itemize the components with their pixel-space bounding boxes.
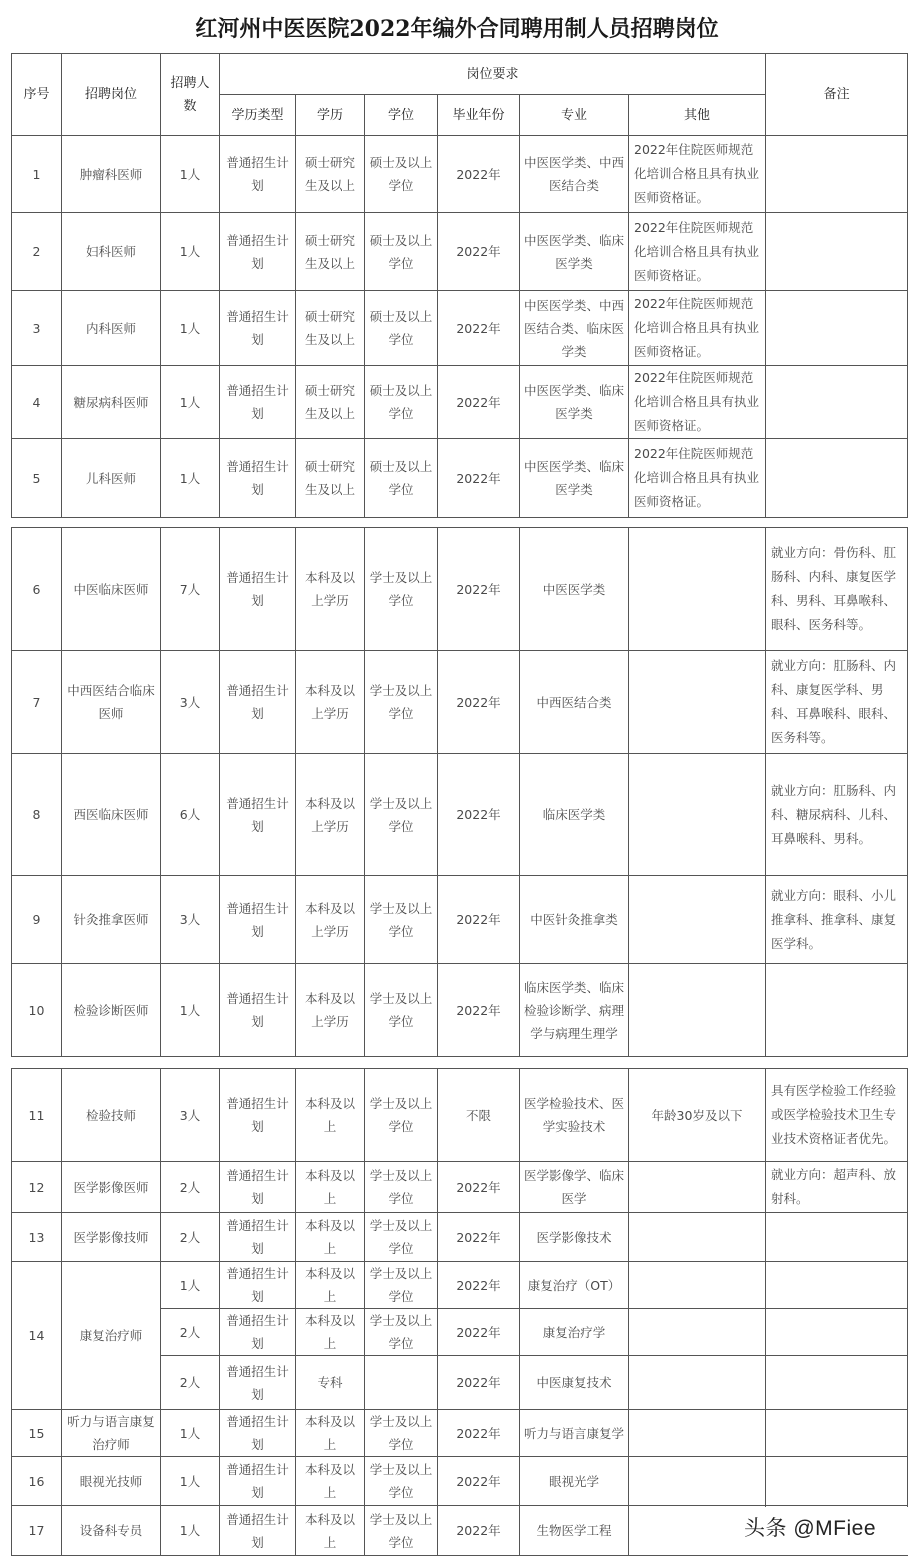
header-count: 招聘人数: [161, 54, 220, 136]
header-remark: 备注: [766, 54, 908, 136]
cell-major: 中医针灸推拿类: [520, 876, 629, 964]
cell-edu-type: 普通招生计划: [220, 1356, 296, 1410]
watermark-label: 头条 @MFiee: [738, 1512, 882, 1542]
cell-grad-year: 2022年: [438, 1162, 520, 1213]
cell-position: 医学影像医师: [62, 1162, 161, 1213]
cell-remark: 就业方向：超声科、放射科。: [766, 1162, 908, 1213]
cell-grad-year: 2022年: [438, 366, 520, 439]
cell-remark: [766, 1309, 908, 1356]
cell-position: 康复治疗师: [62, 1262, 161, 1410]
cell-seq: 16: [12, 1457, 62, 1506]
cell-other: [629, 1457, 766, 1506]
cell-remark: [766, 366, 908, 439]
cell-seq: 15: [12, 1410, 62, 1457]
header-other: 其他: [629, 95, 766, 136]
cell-degree: 学士及以上学位: [365, 1506, 438, 1556]
cell-degree: 硕士及以上学位: [365, 439, 438, 518]
cell-other: 年龄30岁及以下: [629, 1069, 766, 1162]
cell-position: 医学影像技师: [62, 1213, 161, 1262]
cell-degree: 学士及以上学位: [365, 1069, 438, 1162]
header-education: 学历: [296, 95, 365, 136]
cell-major: 康复治疗学: [520, 1309, 629, 1356]
cell-count: 1人: [161, 1457, 220, 1506]
cell-count: 1人: [161, 1262, 220, 1309]
table-row: [12, 528, 908, 651]
cell-edu-type: 普通招生计划: [220, 291, 296, 366]
cell-edu-type: 普通招生计划: [220, 528, 296, 651]
cell-grad-year: 2022年: [438, 754, 520, 876]
cell-edu-type: 普通招生计划: [220, 876, 296, 964]
cell-edu-type: 普通招生计划: [220, 439, 296, 518]
cell-degree: 学士及以上学位: [365, 1457, 438, 1506]
cell-major: 中医医学类、临床医学类: [520, 439, 629, 518]
cell-degree: 学士及以上学位: [365, 1309, 438, 1356]
cell-other: 2022年住院医师规范化培训合格且具有执业医师资格证。: [629, 213, 766, 291]
cell-position: 检验技师: [62, 1069, 161, 1162]
cell-grad-year: 2022年: [438, 964, 520, 1057]
cell-remark: 就业方向：肛肠科、内科、糖尿病科、儿科、耳鼻喉科、男科。: [766, 754, 908, 876]
recruitment-table-part-2: [11, 527, 908, 1057]
cell-major: 生物医学工程: [520, 1506, 629, 1556]
cell-remark: 具有医学检验工作经验或医学检验技术卫生专业技术资格证者优先。: [766, 1069, 908, 1162]
cell-grad-year: 2022年: [438, 1213, 520, 1262]
cell-edu-type: 普通招生计划: [220, 1069, 296, 1162]
cell-degree: [365, 1356, 438, 1410]
cell-other: 2022年住院医师规范化培训合格且具有执业医师资格证。: [629, 366, 766, 439]
cell-degree: 学士及以上学位: [365, 1410, 438, 1457]
cell-grad-year: 不限: [438, 1069, 520, 1162]
cell-position: 肿瘤科医师: [62, 136, 161, 213]
table-row: [12, 291, 908, 366]
cell-major: 中西医结合类: [520, 651, 629, 754]
cell-grad-year: 2022年: [438, 1356, 520, 1410]
cell-count: 1人: [161, 1506, 220, 1556]
cell-remark: [766, 1262, 908, 1309]
cell-remark: 就业方向：眼科、小儿推拿科、推拿科、康复医学科。: [766, 876, 908, 964]
cell-remark: 就业方向：肛肠科、内科、康复医学科、男科、耳鼻喉科、眼科、医务科等。: [766, 651, 908, 754]
cell-edu-type: 普通招生计划: [220, 1262, 296, 1309]
cell-major: 康复治疗（OT）: [520, 1262, 629, 1309]
cell-position: 针灸推拿医师: [62, 876, 161, 964]
cell-other: [629, 1162, 766, 1213]
document-title: 红河州中医医院2022年编外合同聘用制人员招聘岗位: [195, 16, 719, 42]
cell-count: 2人: [161, 1356, 220, 1410]
cell-remark: [766, 1457, 908, 1506]
table-row: [12, 1213, 908, 1262]
cell-degree: 学士及以上学位: [365, 754, 438, 876]
cell-position: 听力与语言康复治疗师: [62, 1410, 161, 1457]
cell-position: 眼视光技师: [62, 1457, 161, 1506]
cell-seq: 13: [12, 1213, 62, 1262]
cell-position: 糖尿病科医师: [62, 366, 161, 439]
cell-remark: [766, 439, 908, 518]
cell-grad-year: 2022年: [438, 136, 520, 213]
cell-grad-year: 2022年: [438, 1506, 520, 1556]
cell-count: 3人: [161, 651, 220, 754]
header-seq: 序号: [12, 54, 62, 136]
cell-other: [629, 1262, 766, 1309]
cell-education: 本科及以上: [296, 1069, 365, 1162]
cell-degree: 学士及以上学位: [365, 964, 438, 1057]
cell-seq: 5: [12, 439, 62, 518]
cell-other: [629, 528, 766, 651]
cell-degree: 学士及以上学位: [365, 1262, 438, 1309]
cell-seq: 8: [12, 754, 62, 876]
header-degree: 学位: [365, 95, 438, 136]
cell-major: 医学检验技术、医学实验技术: [520, 1069, 629, 1162]
cell-degree: 学士及以上学位: [365, 1213, 438, 1262]
cell-position: 西医临床医师: [62, 754, 161, 876]
cell-edu-type: 普通招生计划: [220, 1410, 296, 1457]
cell-degree: 硕士及以上学位: [365, 136, 438, 213]
cell-degree: 学士及以上学位: [365, 876, 438, 964]
cell-grad-year: 2022年: [438, 291, 520, 366]
cell-grad-year: 2022年: [438, 651, 520, 754]
cell-position: 设备科专员: [62, 1506, 161, 1556]
table-row: [12, 213, 908, 291]
cell-degree: 学士及以上学位: [365, 1162, 438, 1213]
cell-major: 中医医学类: [520, 528, 629, 651]
table-row: [12, 754, 908, 876]
cell-count: 1人: [161, 1410, 220, 1457]
cell-grad-year: 2022年: [438, 439, 520, 518]
cell-seq: 3: [12, 291, 62, 366]
cell-count: 2人: [161, 1309, 220, 1356]
cell-grad-year: 2022年: [438, 1262, 520, 1309]
cell-major: 眼视光学: [520, 1457, 629, 1506]
cell-edu-type: 普通招生计划: [220, 366, 296, 439]
table-row: [12, 1162, 908, 1213]
cell-major: 医学影像学、临床医学: [520, 1162, 629, 1213]
cell-count: 1人: [161, 291, 220, 366]
cell-position: 检验诊断医师: [62, 964, 161, 1057]
cell-edu-type: 普通招生计划: [220, 213, 296, 291]
cell-grad-year: 2022年: [438, 876, 520, 964]
cell-position: 中医临床医师: [62, 528, 161, 651]
cell-position: 内科医师: [62, 291, 161, 366]
cell-edu-type: 普通招生计划: [220, 1457, 296, 1506]
header-requirements: 岗位要求: [220, 54, 766, 95]
cell-seq: 1: [12, 136, 62, 213]
cell-major: 临床医学类、临床检验诊断学、病理学与病理生理学: [520, 964, 629, 1057]
cell-education: 专科: [296, 1356, 365, 1410]
cell-edu-type: 普通招生计划: [220, 754, 296, 876]
table-row: [12, 651, 908, 754]
cell-count: 2人: [161, 1162, 220, 1213]
cell-education: 硕士研究生及以上: [296, 366, 365, 439]
cell-remark: [766, 1410, 908, 1457]
cell-education: 本科及以上: [296, 1213, 365, 1262]
cell-remark: [766, 291, 908, 366]
cell-seq: 17: [12, 1506, 62, 1556]
header-edu-type: 学历类型: [220, 95, 296, 136]
table-row: [12, 876, 908, 964]
cell-other: [629, 754, 766, 876]
cell-seq: 6: [12, 528, 62, 651]
cell-grad-year: 2022年: [438, 213, 520, 291]
cell-count: 6人: [161, 754, 220, 876]
cell-major: 医学影像技术: [520, 1213, 629, 1262]
cell-other: 2022年住院医师规范化培训合格且具有执业医师资格证。: [629, 136, 766, 213]
table-row: [12, 136, 908, 213]
cell-position: 妇科医师: [62, 213, 161, 291]
cell-degree: 学士及以上学位: [365, 651, 438, 754]
cell-seq: 4: [12, 366, 62, 439]
cell-edu-type: 普通招生计划: [220, 1309, 296, 1356]
cell-edu-type: 普通招生计划: [220, 136, 296, 213]
cell-other: [629, 1309, 766, 1356]
header-grad-year: 毕业年份: [438, 95, 520, 136]
recruitment-table-part-1: [11, 53, 908, 518]
cell-remark: [766, 964, 908, 1057]
cell-degree: 学士及以上学位: [365, 528, 438, 651]
table-row: [12, 1069, 908, 1162]
header-major: 专业: [520, 95, 629, 136]
cell-other: [629, 651, 766, 754]
table-row: [12, 366, 908, 439]
cell-remark: 就业方向：骨伤科、肛肠科、内科、康复医学科、男科、耳鼻喉科、眼科、医务科等。: [766, 528, 908, 651]
cell-count: 7人: [161, 528, 220, 651]
cell-degree: 硕士及以上学位: [365, 291, 438, 366]
recruitment-table-part-3: [11, 1068, 908, 1556]
cell-education: 本科及以上: [296, 1262, 365, 1309]
cell-education: 本科及以上学历: [296, 754, 365, 876]
cell-remark: [766, 1356, 908, 1410]
cell-other: [629, 964, 766, 1057]
table-row: [12, 1410, 908, 1457]
cell-edu-type: 普通招生计划: [220, 1213, 296, 1262]
cell-position: 儿科医师: [62, 439, 161, 518]
header-position: 招聘岗位: [62, 54, 161, 136]
table-row: [12, 1457, 908, 1506]
cell-remark: [766, 136, 908, 213]
cell-other: [629, 1410, 766, 1457]
cell-edu-type: 普通招生计划: [220, 651, 296, 754]
cell-education: 本科及以上: [296, 1309, 365, 1356]
cell-edu-type: 普通招生计划: [220, 1162, 296, 1213]
cell-count: 1人: [161, 213, 220, 291]
cell-count: 1人: [161, 439, 220, 518]
cell-grad-year: 2022年: [438, 1309, 520, 1356]
cell-seq: 10: [12, 964, 62, 1057]
cell-seq: 14: [12, 1262, 62, 1410]
cell-education: 硕士研究生及以上: [296, 439, 365, 518]
table-row: [12, 439, 908, 518]
cell-education: 硕士研究生及以上: [296, 136, 365, 213]
cell-seq: 9: [12, 876, 62, 964]
cell-other: 2022年住院医师规范化培训合格且具有执业医师资格证。: [629, 439, 766, 518]
cell-seq: 2: [12, 213, 62, 291]
cell-seq: 11: [12, 1069, 62, 1162]
cell-seq: 7: [12, 651, 62, 754]
cell-education: 本科及以上: [296, 1506, 365, 1556]
cell-major: 中医医学类、中西医结合类、临床医学类: [520, 291, 629, 366]
table-row: [12, 964, 908, 1057]
cell-other: [629, 1356, 766, 1410]
cell-count: 1人: [161, 366, 220, 439]
cell-education: 硕士研究生及以上: [296, 291, 365, 366]
cell-other: [629, 1213, 766, 1262]
cell-count: 3人: [161, 876, 220, 964]
cell-edu-type: 普通招生计划: [220, 964, 296, 1057]
cell-education: 本科及以上: [296, 1457, 365, 1506]
cell-education: 本科及以上学历: [296, 528, 365, 651]
cell-position: 中西医结合临床医师: [62, 651, 161, 754]
cell-education: 本科及以上学历: [296, 964, 365, 1057]
cell-major: 中医医学类、临床医学类: [520, 213, 629, 291]
cell-education: 硕士研究生及以上: [296, 213, 365, 291]
cell-grad-year: 2022年: [438, 528, 520, 651]
cell-other: [629, 876, 766, 964]
table-row: [12, 1262, 908, 1309]
cell-major: 中医医学类、临床医学类: [520, 366, 629, 439]
cell-degree: 硕士及以上学位: [365, 213, 438, 291]
cell-count: 1人: [161, 964, 220, 1057]
cell-grad-year: 2022年: [438, 1410, 520, 1457]
cell-major: 临床医学类: [520, 754, 629, 876]
cell-education: 本科及以上学历: [296, 876, 365, 964]
cell-remark: [766, 213, 908, 291]
cell-edu-type: 普通招生计划: [220, 1506, 296, 1556]
cell-major: 中医医学类、中西医结合类: [520, 136, 629, 213]
cell-remark: [766, 1213, 908, 1262]
cell-major: 中医康复技术: [520, 1356, 629, 1410]
cell-education: 本科及以上学历: [296, 651, 365, 754]
cell-other: 2022年住院医师规范化培训合格且具有执业医师资格证。: [629, 291, 766, 366]
cell-count: 3人: [161, 1069, 220, 1162]
cell-education: 本科及以上: [296, 1410, 365, 1457]
cell-count: 1人: [161, 136, 220, 213]
cell-count: 2人: [161, 1213, 220, 1262]
cell-degree: 硕士及以上学位: [365, 366, 438, 439]
cell-seq: 12: [12, 1162, 62, 1213]
cell-education: 本科及以上: [296, 1162, 365, 1213]
cell-major: 听力与语言康复学: [520, 1410, 629, 1457]
cell-grad-year: 2022年: [438, 1457, 520, 1506]
